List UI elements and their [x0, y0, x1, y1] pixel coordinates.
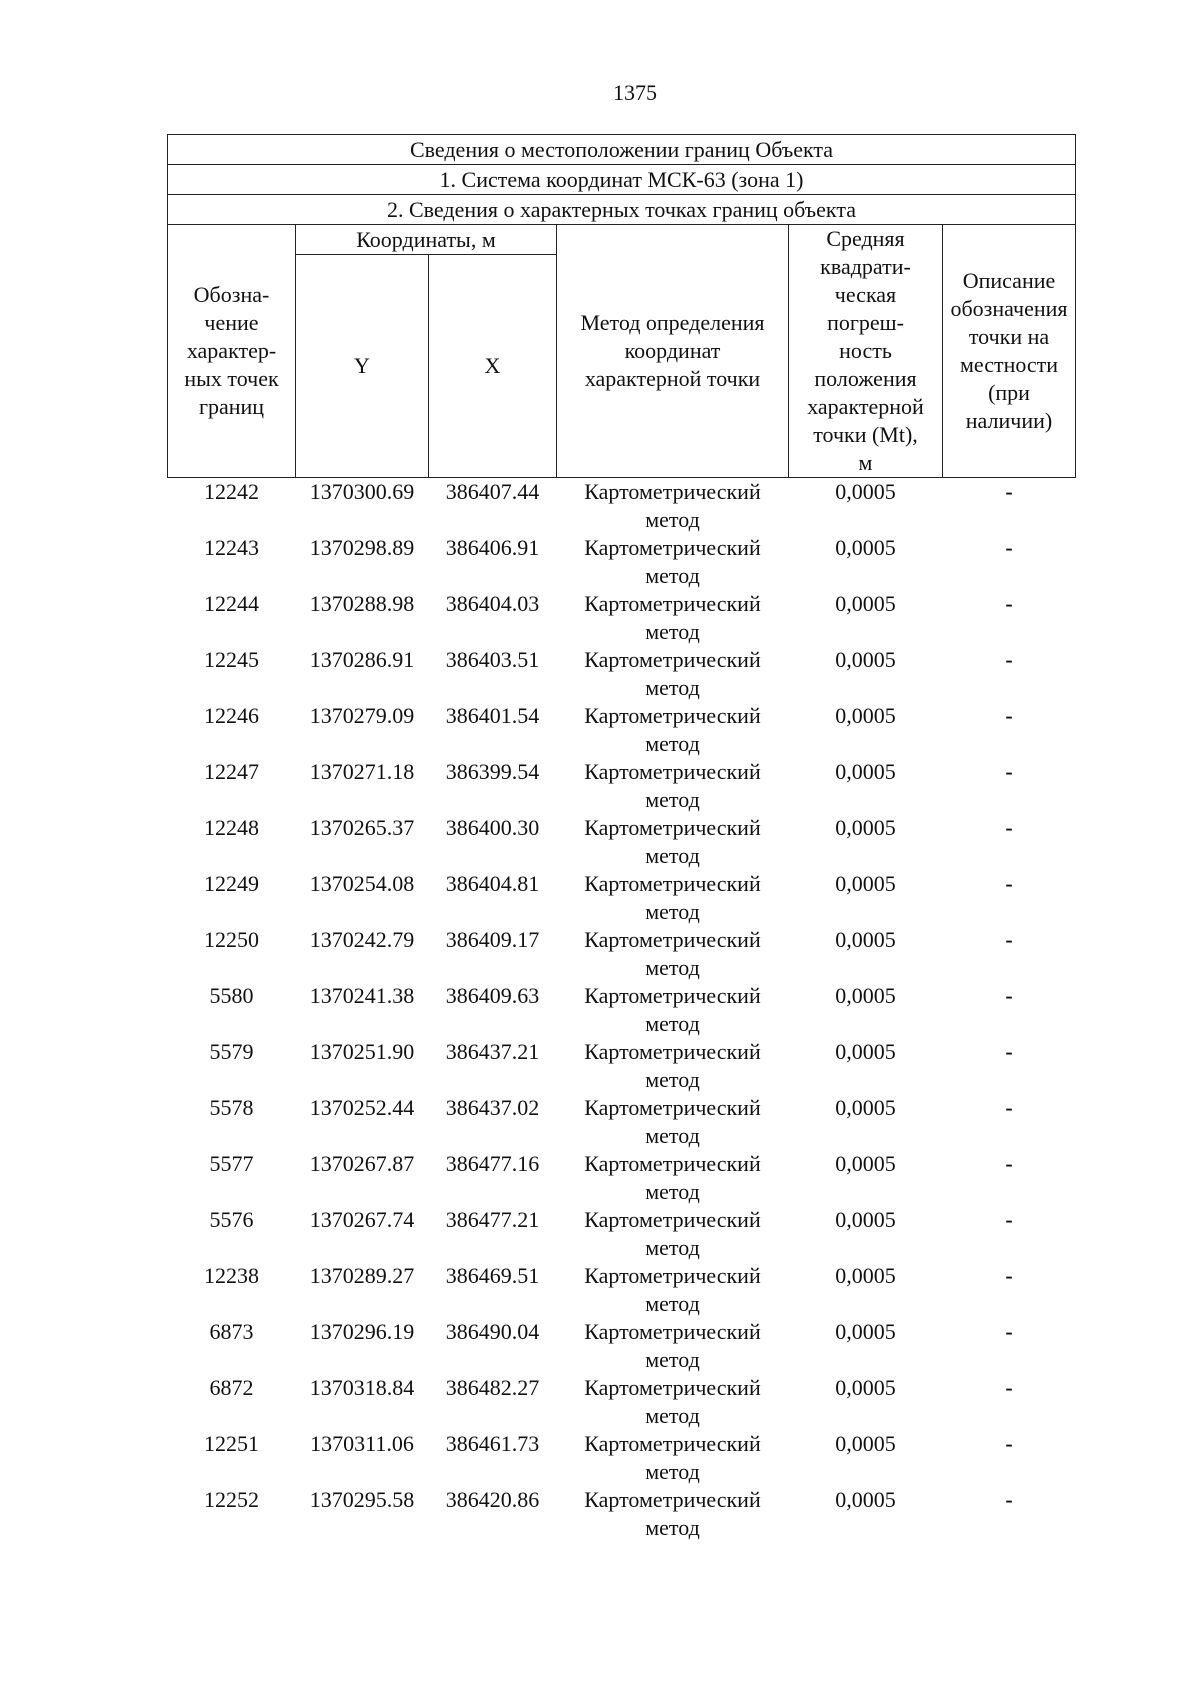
boundary-points-table	[167, 134, 1076, 1542]
cell-description: -	[1005, 927, 1013, 952]
cell-x: 386409.63	[445, 983, 540, 1008]
cell-y: 1370295.58	[309, 1487, 415, 1512]
cell-error: 0,0005	[835, 871, 896, 896]
cell-x: 386437.02	[445, 1095, 540, 1120]
cell-designation: 6873	[209, 1319, 254, 1344]
cell-error: 0,0005	[835, 983, 896, 1008]
cell-error: 0,0005	[835, 1431, 896, 1456]
table-body	[168, 478, 1076, 1543]
cell-y: 1370271.18	[309, 759, 415, 784]
table-row	[168, 646, 1076, 702]
cell-x: 386482.27	[445, 1375, 540, 1400]
cell-x: 386409.17	[445, 927, 540, 952]
cell-method: Картометрический метод	[584, 1263, 761, 1316]
table-row	[168, 1206, 1076, 1262]
cell-description: -	[1005, 1487, 1013, 1512]
header-error: Средняя квадрати- ческая погреш- ность положения характерной точки (Mt), м	[789, 225, 943, 478]
cell-method: Картометрический метод	[584, 1319, 761, 1372]
table-row	[168, 814, 1076, 870]
cell-description: -	[1005, 1039, 1013, 1064]
table-row	[168, 870, 1076, 926]
cell-description: -	[1005, 703, 1013, 728]
cell-error: 0,0005	[835, 1487, 896, 1512]
cell-description: -	[1005, 647, 1013, 672]
cell-method: Картометрический метод	[584, 1151, 761, 1204]
cell-x: 386420.86	[445, 1487, 540, 1512]
section-heading: 2. Сведения о характерных точках границ объекта	[168, 195, 1076, 225]
cell-error: 0,0005	[835, 479, 896, 504]
cell-y: 1370254.08	[309, 871, 415, 896]
cell-description: -	[1005, 1319, 1013, 1344]
cell-method: Картометрический метод	[584, 1095, 761, 1148]
cell-x: 386404.03	[445, 591, 540, 616]
cell-designation: 12252	[204, 1487, 259, 1512]
coordinate-system-heading: 1. Система координат МСК-63 (зона 1)	[168, 165, 1076, 195]
cell-x: 386469.51	[445, 1263, 540, 1288]
cell-designation: 12247	[204, 759, 259, 784]
cell-error: 0,0005	[835, 591, 896, 616]
cell-method: Картометрический метод	[584, 1431, 761, 1484]
cell-designation: 12238	[204, 1263, 259, 1288]
cell-error: 0,0005	[835, 1151, 896, 1176]
table-row	[168, 702, 1076, 758]
table-row	[168, 1318, 1076, 1374]
cell-x: 386461.73	[445, 1431, 540, 1456]
cell-y: 1370241.38	[309, 983, 415, 1008]
table-row	[168, 1150, 1076, 1206]
cell-description: -	[1005, 1095, 1013, 1120]
cell-description: -	[1005, 759, 1013, 784]
cell-error: 0,0005	[835, 535, 896, 560]
header-y: Y	[296, 255, 429, 478]
cell-description: -	[1005, 1375, 1013, 1400]
cell-description: -	[1005, 591, 1013, 616]
cell-x: 386401.54	[445, 703, 540, 728]
cell-error: 0,0005	[835, 703, 896, 728]
cell-designation: 6872	[209, 1375, 254, 1400]
header-designation: Обозна- чение характер- ных точек границ	[168, 225, 296, 478]
cell-designation: 12243	[204, 535, 259, 560]
cell-designation: 12250	[204, 927, 259, 952]
table-header	[168, 135, 1076, 478]
cell-method: Картометрический метод	[584, 535, 761, 588]
cell-y: 1370286.91	[309, 647, 415, 672]
cell-x: 386437.21	[445, 1039, 540, 1064]
cell-y: 1370318.84	[309, 1375, 415, 1400]
cell-method: Картометрический метод	[584, 871, 761, 924]
cell-designation: 12248	[204, 815, 259, 840]
table-row	[168, 1262, 1076, 1318]
cell-x: 386403.51	[445, 647, 540, 672]
cell-x: 386477.21	[445, 1207, 540, 1232]
cell-error: 0,0005	[835, 1263, 896, 1288]
header-description: Описание обозначения точки на местности (при наличии)	[943, 225, 1076, 478]
table-row	[168, 534, 1076, 590]
cell-designation: 5578	[209, 1095, 254, 1120]
table-row	[168, 982, 1076, 1038]
table-title: Сведения о местоположении границ Объекта	[168, 135, 1076, 165]
cell-method: Картометрический метод	[584, 647, 761, 700]
cell-designation: 5577	[209, 1151, 254, 1176]
cell-y: 1370251.90	[309, 1039, 415, 1064]
cell-error: 0,0005	[835, 1375, 896, 1400]
cell-description: -	[1005, 815, 1013, 840]
table-row	[168, 1094, 1076, 1150]
cell-x: 386406.91	[445, 535, 540, 560]
cell-y: 1370298.89	[309, 535, 415, 560]
cell-method: Картометрический метод	[584, 1207, 761, 1260]
table-row	[168, 1038, 1076, 1094]
cell-method: Картометрический метод	[584, 1375, 761, 1428]
table-row	[168, 478, 1076, 535]
cell-method: Картометрический метод	[584, 815, 761, 868]
cell-x: 386407.44	[445, 479, 540, 504]
cell-description: -	[1005, 1207, 1013, 1232]
cell-x: 386400.30	[445, 815, 540, 840]
cell-description: -	[1005, 983, 1013, 1008]
cell-method: Картометрический метод	[584, 759, 761, 812]
header-coordinates: Координаты, м	[296, 225, 557, 255]
table-row	[168, 926, 1076, 982]
cell-designation: 12251	[204, 1431, 259, 1456]
header-x: X	[429, 255, 557, 478]
cell-description: -	[1005, 535, 1013, 560]
table-row	[168, 758, 1076, 814]
cell-designation: 12242	[204, 479, 259, 504]
table-row	[168, 590, 1076, 646]
cell-y: 1370311.06	[310, 1431, 414, 1456]
cell-method: Картометрический метод	[584, 983, 761, 1036]
cell-method: Картометрический метод	[584, 591, 761, 644]
cell-designation: 12246	[204, 703, 259, 728]
cell-designation: 5576	[209, 1207, 254, 1232]
cell-error: 0,0005	[835, 815, 896, 840]
cell-error: 0,0005	[835, 1095, 896, 1120]
cell-error: 0,0005	[835, 1039, 896, 1064]
cell-error: 0,0005	[835, 927, 896, 952]
cell-method: Картометрический метод	[584, 1039, 761, 1092]
cell-y: 1370242.79	[309, 927, 415, 952]
cell-x: 386404.81	[445, 871, 540, 896]
cell-method: Картометрический метод	[584, 1487, 761, 1540]
cell-description: -	[1005, 479, 1013, 504]
cell-method: Картометрический метод	[584, 703, 761, 756]
cell-x: 386490.04	[445, 1319, 540, 1344]
cell-error: 0,0005	[835, 1319, 896, 1344]
cell-y: 1370267.87	[309, 1151, 415, 1176]
cell-designation: 12245	[204, 647, 259, 672]
cell-y: 1370289.27	[309, 1263, 415, 1288]
cell-method: Картометрический метод	[584, 927, 761, 980]
cell-y: 1370279.09	[309, 703, 415, 728]
cell-error: 0,0005	[835, 759, 896, 784]
page-number: 1375	[613, 80, 657, 105]
cell-designation: 12244	[204, 591, 259, 616]
cell-designation: 12249	[204, 871, 259, 896]
cell-y: 1370265.37	[309, 815, 415, 840]
cell-description: -	[1005, 1263, 1013, 1288]
cell-error: 0,0005	[835, 1207, 896, 1232]
cell-description: -	[1005, 1151, 1013, 1176]
cell-x: 386477.16	[445, 1151, 540, 1176]
cell-description: -	[1005, 1431, 1013, 1456]
cell-y: 1370252.44	[309, 1095, 415, 1120]
cell-y: 1370288.98	[309, 591, 415, 616]
cell-y: 1370267.74	[309, 1207, 415, 1232]
header-method: Метод определения координат характерной точки	[557, 225, 789, 478]
cell-method: Картометрический метод	[584, 479, 761, 532]
table-row	[168, 1430, 1076, 1486]
cell-designation: 5580	[209, 983, 254, 1008]
table-row	[168, 1486, 1076, 1542]
cell-y: 1370296.19	[309, 1319, 415, 1344]
table-row	[168, 1374, 1076, 1430]
cell-error: 0,0005	[835, 647, 896, 672]
cell-y: 1370300.69	[309, 479, 415, 504]
cell-description: -	[1005, 871, 1013, 896]
cell-designation: 5579	[209, 1039, 254, 1064]
cell-x: 386399.54	[445, 759, 540, 784]
